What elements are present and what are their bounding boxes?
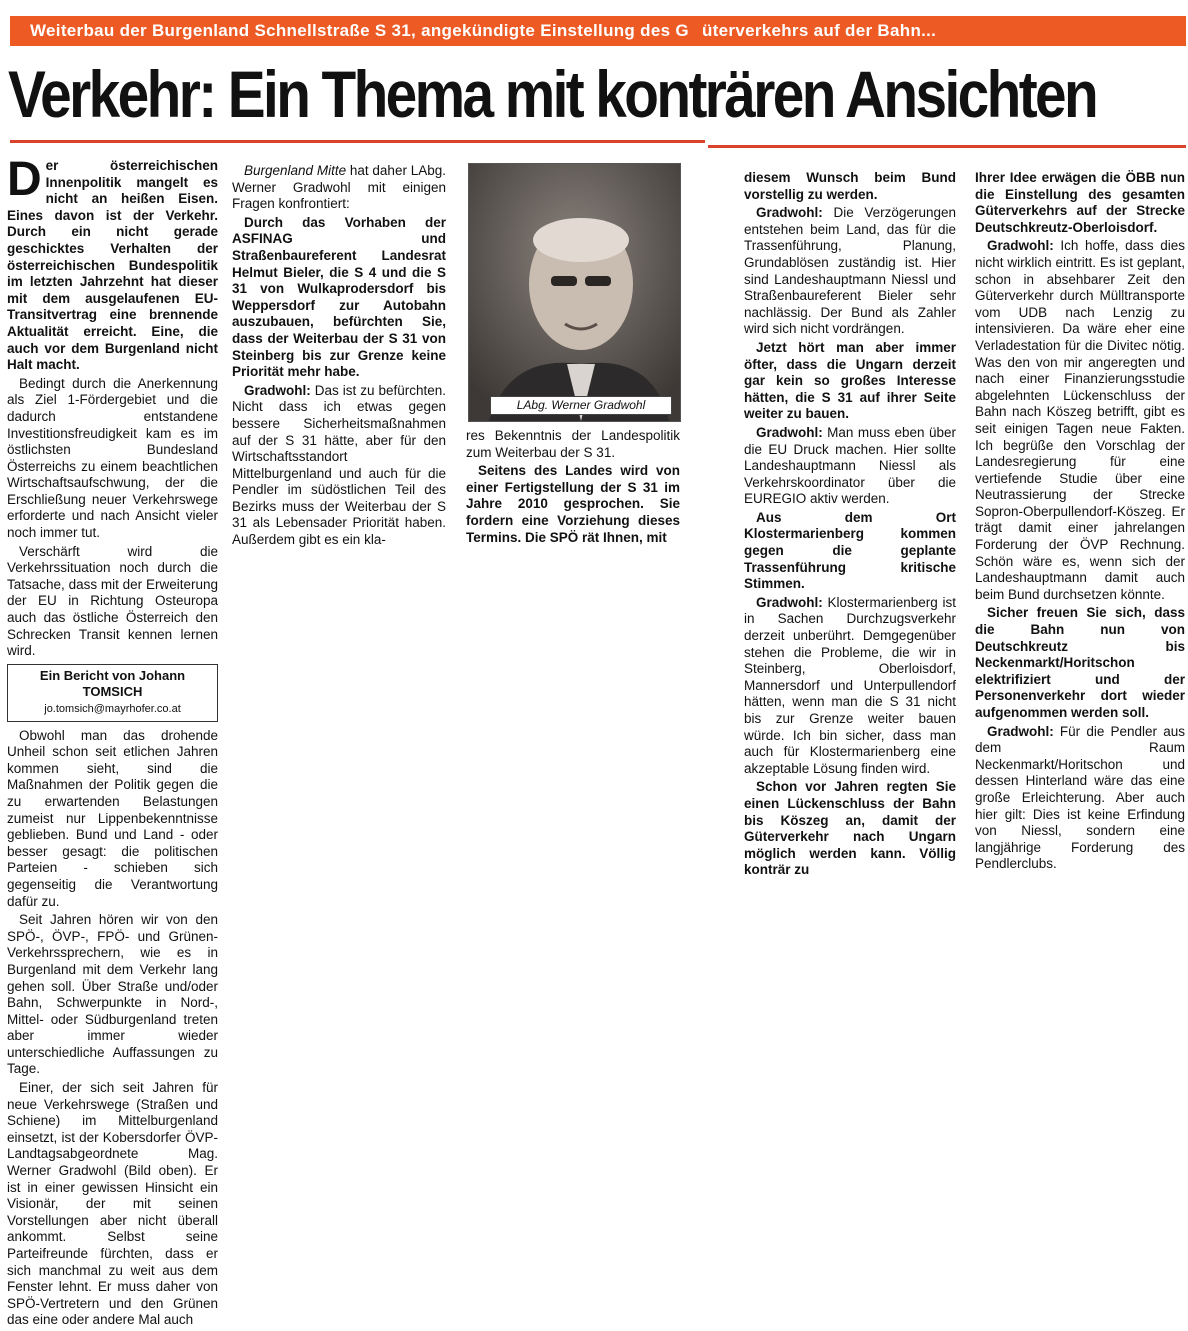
answer [744,595,956,778]
answer [975,724,1185,873]
speaker-label: Gradwohl: [756,594,823,610]
answer-text: Ich hoffe, dass dies nicht wirklich eintritt. Es ist geplant, schon in absehbarer Zeit den Güterverkehr durch Mülltransporte vom UDB nach Lenzig zu intensivieren. Da wäre eher eine Verladestation für die Divitec nötig. Was den von mir angeregten und nach einer Finanzierungsstudie abgelehnten Lückenschluss der Bahn nach Köszeg betrifft, gibt es seit einigen Tagen neue Fakten. Ich begrüße den Vorschlag der Landesregierung für eine vertiefende Studie über eine Neutrassierung der Strecke Sopron-Oberpullendorf-Köszeg. Er trägt damit einer jahrelangen Forderung der ÖVP Rechnung. Schön wäre es, wenn sich der Landeshauptmann damit auch beim Bund durchsetzen könnte. [975,238,1185,602]
speaker-label: Gradwohl: [244,382,311,398]
headline-rule-left [10,140,705,143]
question: Schon vor Jahren regten Sie einen Lückenschluss der Bahn bis Köszeg an, damit der Güterverkehr nach Ungarn möglich werden kann. Völlig konträr zu [744,779,956,878]
answer-text: Für die Pendler aus dem Raum Neckenmarkt/Horitschon und dessen Hinterland wäre das eine große Erleichterung. Aber auch hier gilt: Dies ist keine Erfindung von Niessl, sondern eine langjährige Forderung des Pendlerclubs. [975,723,1185,872]
answer-text: Klostermarienberg ist in Sachen Durchzugsverkehr derzeit unberührt. Demgegenüber stehen die Probleme, die wir in Steinberg, Oberloisdorf, Mannersdorf und Unterpullendorf hätten, wenn man die S 31 nicht bis zur Grenze weiter bauen würde. Ich bin sicher, dass man auch für Klostermarienberg eine akzeptable Lösung finden wird. [744,594,956,776]
question: Ihrer Idee erwägen die ÖBB nun die Einstellung des gesamten Güterverkehrs auf der Strecke Deutschkreutz-Oberloisdorf. [975,170,1185,235]
portrait-photo [468,163,681,422]
kicker-text-right: üterverkehrs auf der Bahn... [702,21,937,40]
headline: Verkehr: Ein Thema mit konträren Ansichten [8,57,1097,131]
speaker-label: Gradwohl: [987,238,1054,254]
paragraph: res Bekenntnis der Landespolitik zum Weiterbau der S 31. [466,428,680,460]
speaker-label: Gradwohl: [756,205,823,221]
speaker-label: Gradwohl: [756,424,823,440]
paragraph: Seit Jahren hören wir von den SPÖ-, ÖVP-, FPÖ- und Grünen-Verkehrssprechern, wie es in Burgenland mit dem Verkehr lang gehen soll. Über Straße und/oder Bahn, Schwerpunkte in Nord-, Mittel- oder Südburgenland treten aber immer wieder unterschiedliche Auffassungen zu Tage. [7,912,218,1077]
intro-paragraph [232,163,446,213]
portrait-image [469,164,680,421]
publication-name: Burgenland Mitte [244,163,347,178]
author-byline [7,664,218,722]
speaker-label: Gradwohl: [987,723,1054,739]
question: Sicher freuen Sie sich, dass die Bahn nun von Deutschkreutz bis Neckenmarkt/Horitschon elektrifiziert und der Personenverkehr dort wieder aufgenommen werden soll. [975,605,1185,720]
lead-paragraph [7,153,218,374]
answer-text: Die Verzögerungen entstehen beim Land, das für die Trassenführung, Planung, Grundablösen zuständig ist. Hier sind Landeshauptmann Niessl und Straßenbaureferent Bieler sehr nachlässig. Der Bund als Zahler wird sich nicht vordrängen. [744,205,956,337]
answer [744,205,956,338]
paragraph: Verschärft wird die Verkehrssituation noch durch die Tatsache, dass mit der Erweiterung der EU in Richtung Osteuropa auch das östliche Österreich den Schrecken Transit kennen lernen wird. [7,543,218,659]
paragraph: Einer, der sich seit Jahren für neue Verkehrswege (Straßen und Schiene) im Mittelburgenland einsetzt, ist der Kobersdorfer ÖVP-Landtagsabgeordnete Mag. Werner Gradwohl (Bild oben). Er ist in einer gewissen Hinsicht ein Visionär, der mit seinen Vorstellungen aber nicht überall ankommt. Selbst seine Parteifreunde fürchten, dass er sich manchmal zu weit aus dem Fenster lehnt. Er muss daher von SPÖ-Vertretern und den Grünen das eine oder andere Mal auch [7,1080,218,1328]
answer-text: Das ist zu befürchten. Nicht dass ich etwas gegen bessere Sicherheitsmaßnahmen auf der S 31 hätte, aber für den Wirtschaftsstandort Mittelburgenland und auch für die Pendler im südöstlichen Teil des Bezirks muss der Weiterbau der S 31 als Lebensader Priorität haben. Außerdem gibt es ein kla- [232,382,446,548]
paragraph: Bedingt durch die Anerkennung als Ziel 1-Fördergebiet und die dadurch entstandene Investitionsfreudigkeit kam es im östlichsten Bundesland Österreichs zu einem beachtlichen Wirtschaftsaufschwung, der die Erschließung neuer Verkehrswege erforderte und nach Ansicht vieler noch immer tut. [7,375,218,541]
answer [975,238,1185,603]
answer-text: Man muss eben über die EU Druck machen. Hier sollte Landeshauptmann Niessl als Verkehrskoordinator über die EUREGIO aktiv werden. [744,424,956,507]
kicker-text-left: Weiterbau der Burgenland Schnellstraße S 31, angekündigte Einstellung des G [30,21,689,40]
question: Durch das Vorhaben der ASFINAG und Straßenbaureferent Landesrat Helmut Bieler, die S 4 und die S 31 von Wulkaprodersdorf bis Weppersdorf zur Autobahn auszubauen, befürchten Sie, dass der Weiterbau der S 31 von Steinberg bis zur Grenze keine Priorität mehr habe. [232,214,446,380]
article-column-4 [744,170,956,881]
article-column-5 [975,170,1185,875]
question: Aus dem Ort Klostermarienberg kommen gegen die geplante Trassenführung kritische Stimmen. [744,509,956,592]
kicker-bar-right [700,16,1186,46]
question: Seitens des Landes wird von einer Fertigstellung der S 31 im Jahre 2010 gesprochen. Sie fordern eine Vorziehung dieses Termins. Die SPÖ rät Ihnen, mit [466,463,680,545]
article-column-2 [232,163,446,551]
lead-text: er österreichischen Innenpolitik mangelt es nicht an heißen Eisen. Eines davon ist der Verkehr. Durch ein nicht gerade geschicktes Verhalten der österreichischen Bundespolitik im letzten Jahrzehnt hat dieser mit dem ausgelaufenen EU-Transitvertrag eine brennende Aktualität erreicht. Eine, die auch vor dem Burgenland nicht Halt macht. [7,158,218,373]
article-column-3 [466,428,680,548]
intro-text: hat daher LAbg. Werner Gradwohl mit einigen Fragen konfrontiert: [232,163,447,212]
kicker-bar [10,16,725,46]
answer [744,425,956,508]
question: diesem Wunsch beim Bund vorstellig zu werden. [744,170,956,202]
article-column-1 [7,153,218,1331]
answer [232,383,446,549]
photo-caption: LAbg. Werner Gradwohl [490,396,672,415]
headline-rule-right [708,145,1186,148]
byline-author: Ein Bericht von Johann TOMSICH [39,667,186,700]
question: Jetzt hört man aber immer öfter, dass die Ungarn derzeit gar kein so großes Interesse hätten, die S 31 auf ihrer Seite weiter zu bauen. [744,339,956,422]
drop-cap: D [7,153,42,206]
paragraph: Obwohl man das drohende Unheil schon seit etlichen Jahren kommen sieht, sind die Maßnahmen der Politik gegen die zu erwartenden Belastungen zumeist nur Lippenbekenntnisse geblieben. Bund und Land - oder besser gesagt: die politischen Parteien - schieben sich gegenseitig die Verantwortung dafür zu. [7,727,218,909]
byline-email: jo.tomsich@mayrhofer.co.at [44,703,181,715]
